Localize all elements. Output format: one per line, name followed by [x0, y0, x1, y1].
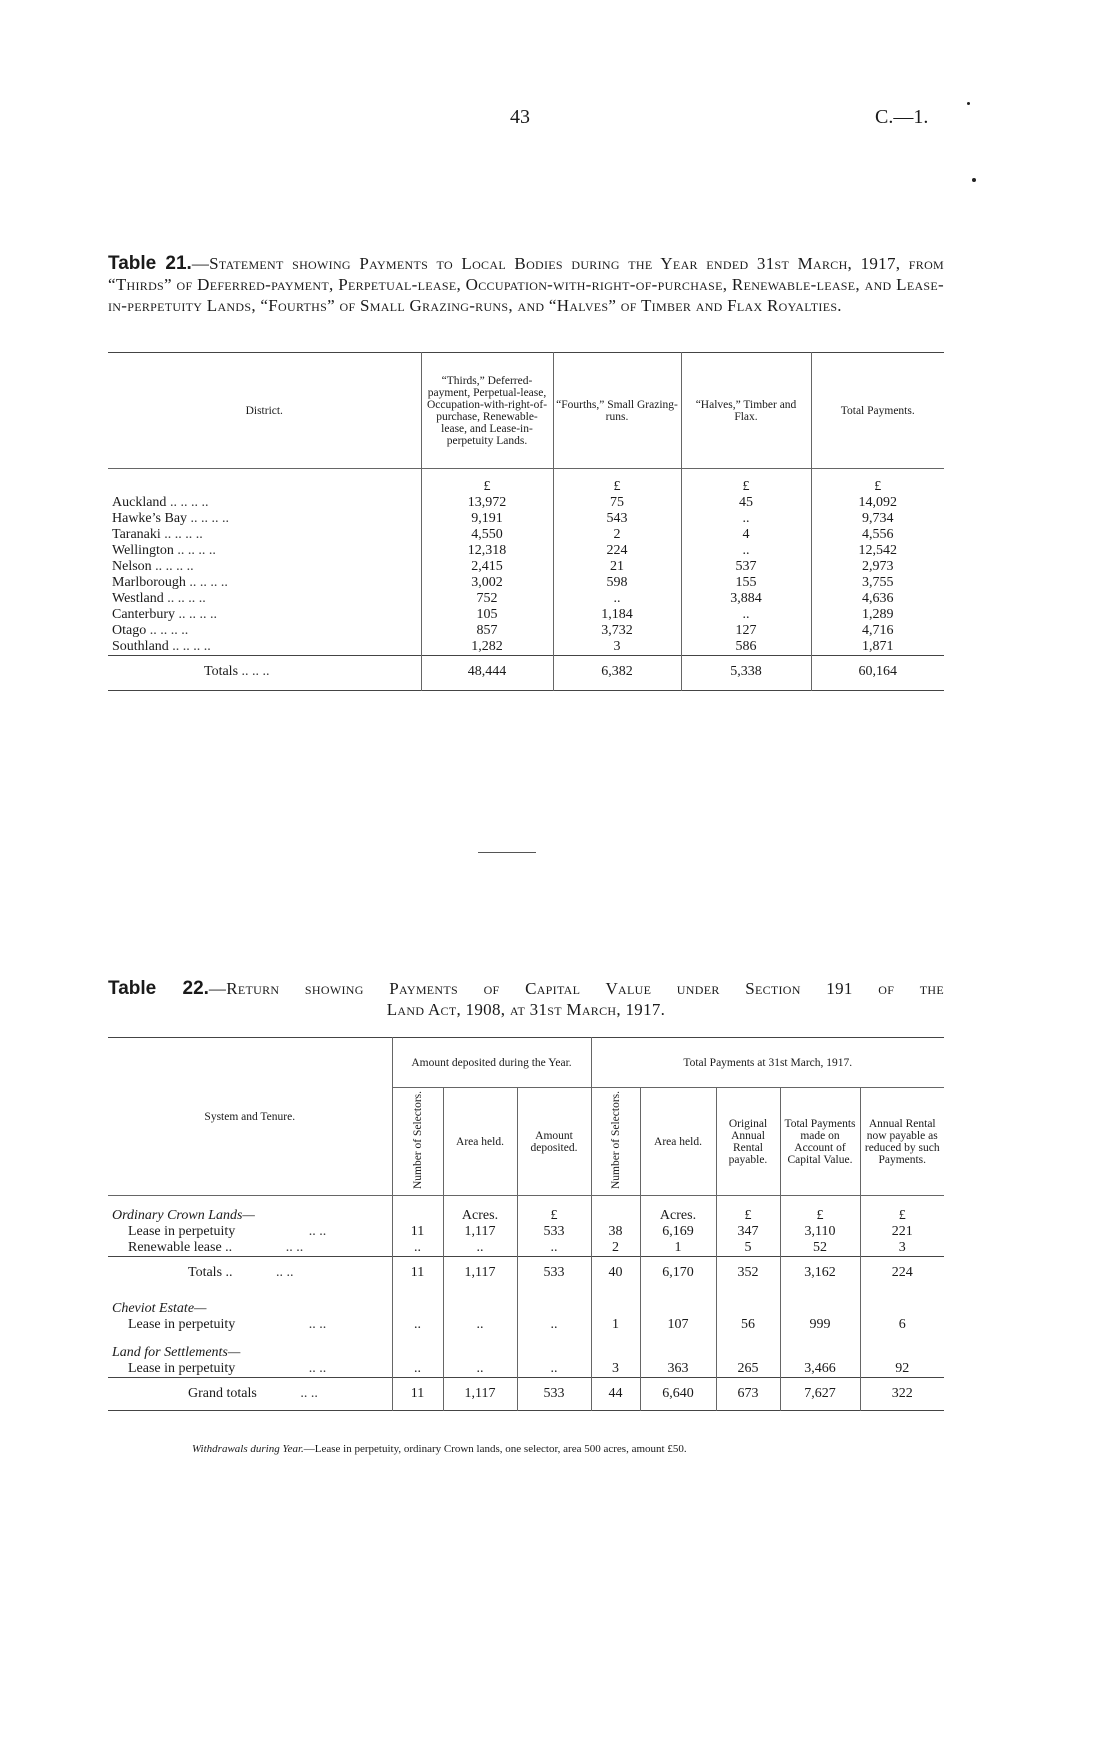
table-row: Auckland .. .. .. .. 13,972 75 45 14,092 [108, 495, 944, 511]
print-speck [967, 102, 970, 105]
table-row: Lease in perpetuity .. .. 11 1,117 533 38 6,169 347 3,110 221 [108, 1224, 944, 1240]
table-row: Westland .. .. .. .. 752 .. 3,884 4,636 [108, 591, 944, 607]
section-row: Cheviot Estate— [108, 1289, 944, 1317]
selectors-header: Number of Selectors. [411, 1091, 424, 1190]
print-speck [972, 178, 976, 182]
area-held-header: Area held. [640, 1088, 716, 1196]
col-total-header: Total Payments. [811, 353, 944, 469]
table-row: Lease in perpetuity .. .. .. .. .. 3 363 265 3,466 92 [108, 1361, 944, 1378]
table-row: Lease in perpetuity .. .. .. .. .. 1 107 56 999 6 [108, 1317, 944, 1333]
table22-label: Table 22. [108, 978, 209, 999]
amount-deposited-header: Amount deposited. [517, 1088, 591, 1196]
page-number: 43 [510, 106, 530, 128]
footnote-text: —Lease in perpetuity, ordinary Crown lands, one selector, area 500 acres, amount £50. [303, 1443, 687, 1455]
footnote [192, 1443, 687, 1455]
table21-title [108, 253, 944, 316]
col-thirds-header: “Thirds,” Deferred-payment, Perpetual-lease, Occupation-with-right-of-purchase, Renewable-lease, and Lease-in-perpetuity Lands. [421, 353, 553, 469]
table22-title: Table 22.—Return showing Payments of Capital Value under Section 191 of the Land Act, 1908, at 31st March, 1917. [108, 978, 944, 1019]
footnote-label: Withdrawals during Year. [192, 1443, 304, 1455]
grand-totals-row: Grand totals .. .. 11 1,117 533 44 6,640 673 7,627 322 [108, 1378, 944, 1411]
table21 [108, 352, 944, 691]
table-row: Renewable lease .. .. .. .. .. .. 2 1 5 52 3 [108, 1240, 944, 1257]
table21-label: Table 21. [108, 253, 192, 274]
group-year-header: Amount deposited during the Year. [392, 1038, 591, 1088]
col-fourths-header: “Fourths,” Small Grazing-runs. [553, 353, 681, 469]
table-row: Nelson .. .. .. .. 2,415 21 537 2,973 [108, 559, 944, 575]
table-row: Southland .. .. .. .. 1,282 3 586 1,871 [108, 639, 944, 656]
table21-title-text: —Statement showing Payments to Local Bodies during the Year ended 31st March, 1917, from “Thirds” of Deferred-payment, Perpetual-lease, Occupation-with-right-of-purchase, Renewable-lease, and Lease-in-perpetuity Lands, “Fourths” of Small Grazing-runs, and “Halves” of Timber and Flax Royalties. [108, 254, 945, 315]
section-row: Land for Settlements— [108, 1333, 944, 1361]
totals-row: Totals .. .. .. 48,444 6,382 5,338 60,164 [108, 656, 944, 691]
page-header [0, 106, 1114, 136]
table-row: Taranaki .. .. .. .. 4,550 2 4 4,556 [108, 527, 944, 543]
col-halves-header: “Halves,” Timber and Flax. [681, 353, 811, 469]
selectors-header: Number of Selectors. [609, 1091, 622, 1190]
table22 [108, 1037, 944, 1411]
area-held-header: Area held. [443, 1088, 517, 1196]
document-code: C.—1. [875, 106, 929, 128]
table-row: Otago .. .. .. .. 857 3,732 127 4,716 [108, 623, 944, 639]
totals-row: Totals .. .. .. 11 1,117 533 40 6,170 352 3,162 224 [108, 1257, 944, 1290]
unit-row: £ £ £ £ [108, 469, 944, 496]
table-row: Marlborough .. .. .. .. 3,002 598 155 3,755 [108, 575, 944, 591]
system-tenure-header: System and Tenure. [108, 1038, 392, 1196]
table-row: Canterbury .. .. .. .. 105 1,184 .. 1,289 [108, 607, 944, 623]
table-row: Wellington .. .. .. .. 12,318 224 .. 12,542 [108, 543, 944, 559]
col-district-header: District. [108, 353, 421, 469]
section-row: Ordinary Crown Lands— Acres. £ Acres. £ £ £ [108, 1196, 944, 1225]
section-divider [478, 852, 536, 853]
table-row: Hawke’s Bay .. .. .. .. 9,191 543 .. 9,734 [108, 511, 944, 527]
total-payments-header: Total Payments made on Account of Capital Value. [780, 1088, 860, 1196]
annual-rental-header: Annual Rental now payable as reduced by such Payments. [860, 1088, 944, 1196]
group-total-header: Total Payments at 31st March, 1917. [591, 1038, 944, 1088]
original-rental-header: Original Annual Rental payable. [716, 1088, 780, 1196]
